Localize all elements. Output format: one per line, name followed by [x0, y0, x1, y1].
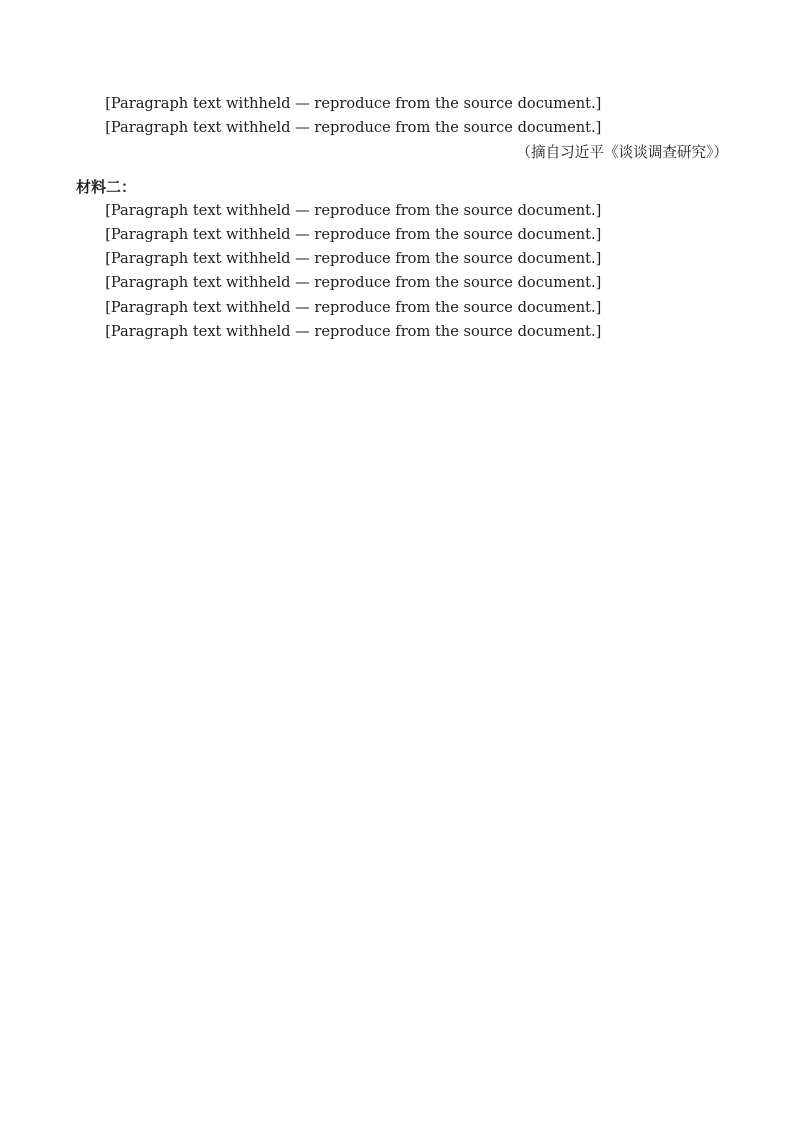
material-one-paragraph-1: [Paragraph text withheld — reproduce from the source document.] — [105, 95, 602, 112]
material-two-paragraph-3: [Paragraph text withheld — reproduce from the source document.] — [105, 250, 602, 268]
material-two-paragraph-4: [Paragraph text withheld — reproduce from the source document.] — [105, 274, 602, 292]
material-two-heading: 材料二： — [76, 177, 137, 196]
material-one-paragraph-2: [Paragraph text withheld — reproduce from the source document.] — [105, 119, 602, 137]
material-two-paragraph-1: [Paragraph text withheld — reproduce from the source document.] — [105, 201, 602, 219]
material-two-paragraph-2: [Paragraph text withheld — reproduce from the source document.] — [105, 226, 602, 244]
material-two-paragraph-6: [Paragraph text withheld — reproduce from the source document.] — [105, 322, 602, 340]
material-two-paragraph-5: [Paragraph text withheld — reproduce from the source document.] — [105, 298, 602, 316]
material-one-source-note: （摘自习近平《谈谈调查研究》） — [516, 144, 728, 162]
